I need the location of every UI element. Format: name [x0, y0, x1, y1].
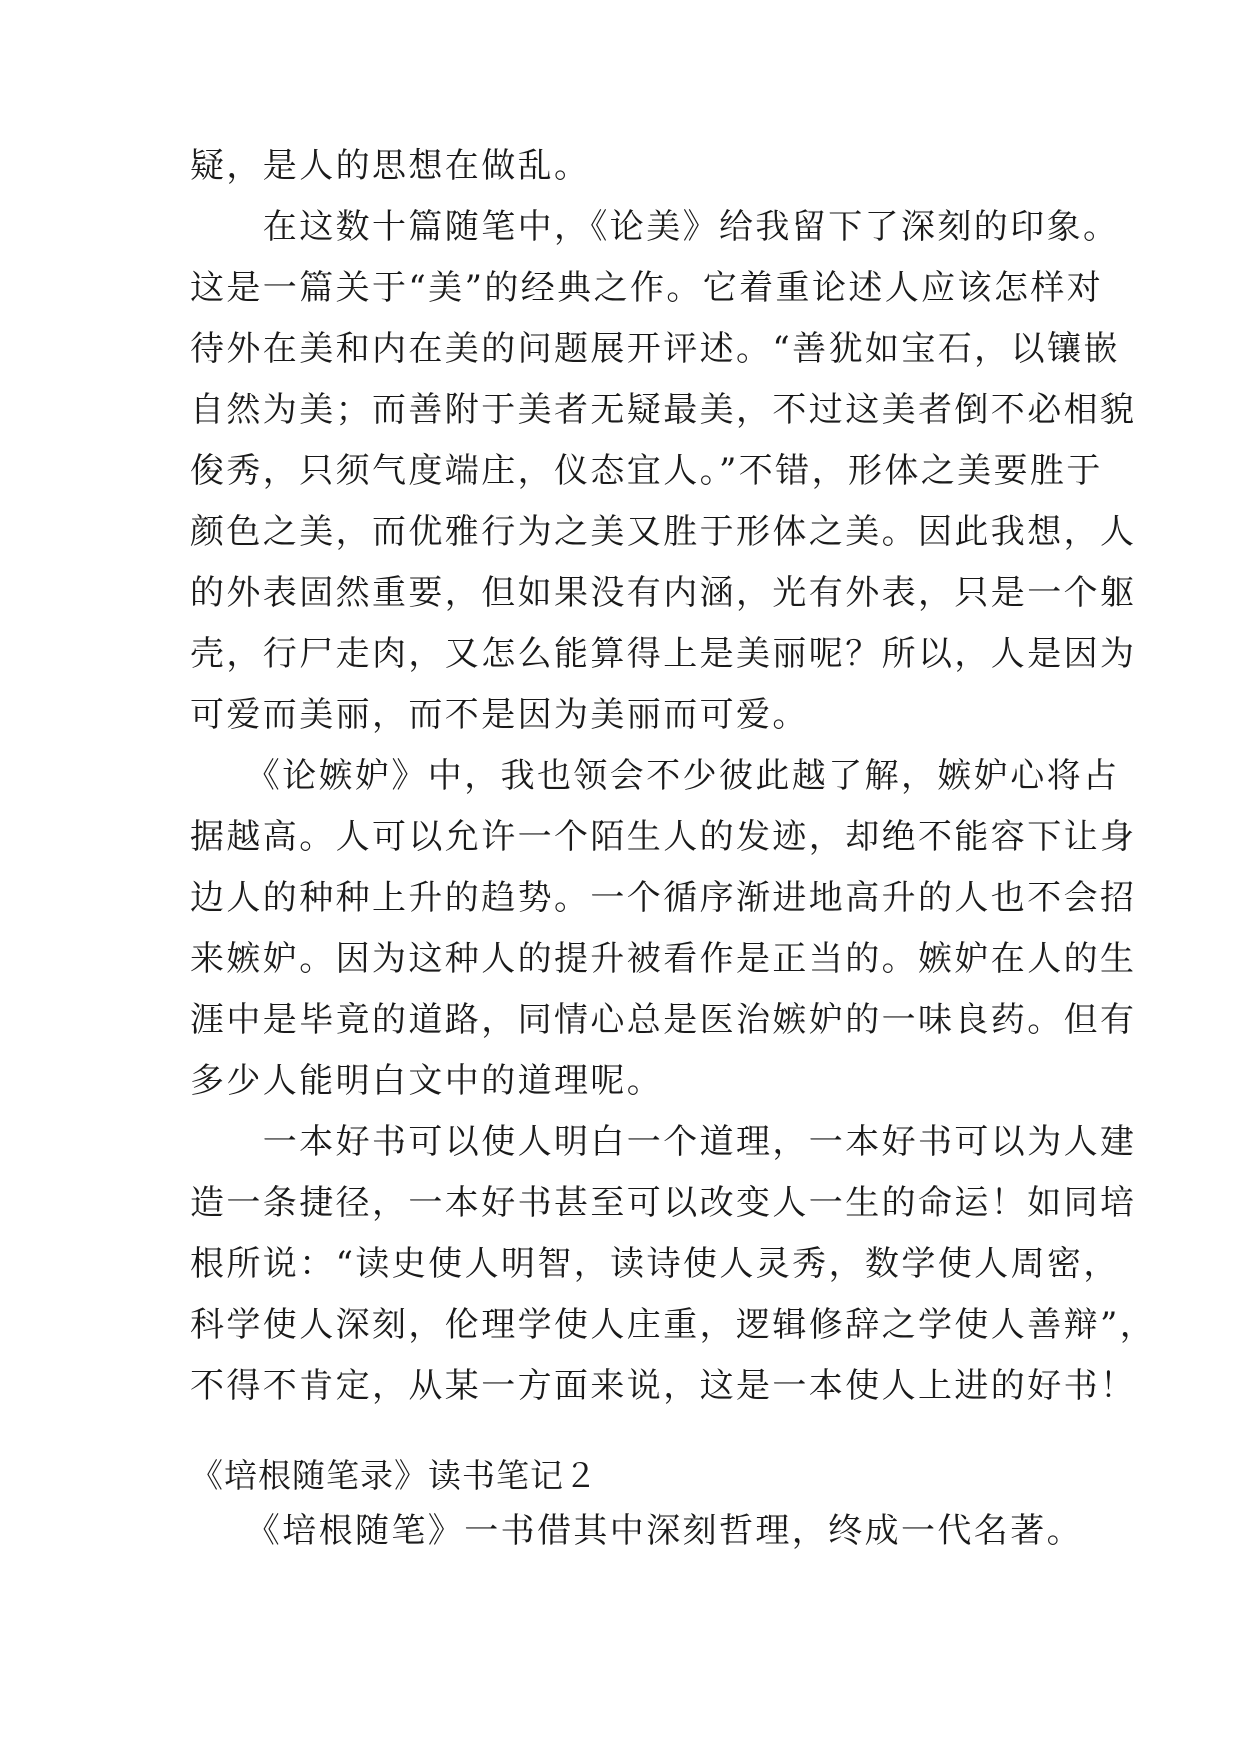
paragraph-line: 一本好书可以使人明白一个道理，一本好书可以为人建	[190, 1122, 1137, 1162]
paragraph-line: 科学使人深刻，伦理学使人庄重，逻辑修辞之学使人善辩”，	[190, 1305, 1157, 1345]
paragraph-line: 颜色之美，而优雅行为之美又胜于形体之美。因此我想，人	[190, 512, 1137, 552]
paragraph-line: 待外在美和内在美的问题展开评述。“善犹如宝石，以镶嵌	[190, 329, 1120, 369]
paragraph-line: 的外表固然重要，但如果没有内涵，光有外表，只是一个躯	[190, 573, 1137, 613]
paragraph-line: 根所说：“读史使人明智，读诗使人灵秀，数学使人周密，	[190, 1244, 1120, 1284]
paragraph-line: 壳，行尸走肉，又怎么能算得上是美丽呢？所以，人是因为	[190, 634, 1137, 674]
paragraph-line: 来嫉妒。因为这种人的提升被看作是正当的。嫉妒在人的生	[190, 939, 1137, 979]
paragraph-line: 可爱而美丽，而不是因为美丽而可爱。	[190, 695, 809, 735]
paragraph-line: 疑，是人的思想在做乱。	[190, 146, 591, 186]
paragraph-line: 《论嫉妒》中，我也领会不少彼此越了解，嫉妒心将占	[190, 756, 1120, 796]
paragraph-line: 多少人能明白文中的道理呢。	[190, 1061, 664, 1101]
paragraph-line: 俊秀，只须气度端庄，仪态宜人。”不错，形体之美要胜于	[190, 451, 1103, 491]
paragraph-line: 造一条捷径，一本好书甚至可以改变人一生的命运！如同培	[190, 1183, 1137, 1223]
paragraph-line: 自然为美；而善附于美者无疑最美，不过这美者倒不必相貌	[190, 390, 1137, 430]
paragraph-line: 《培根随笔》一书借其中深刻哲理，终成一代名著。	[190, 1511, 1083, 1551]
paragraph-line: 涯中是毕竟的道路，同情心总是医治嫉妒的一味良药。但有	[190, 1000, 1137, 1040]
paragraph-line: 这是一篇关于“美”的经典之作。它着重论述人应该怎样对	[190, 268, 1104, 308]
section-heading: 《培根随笔录》读书笔记２	[190, 1456, 598, 1495]
paragraph-line: 据越高。人可以允许一个陌生人的发迹，却绝不能容下让身	[190, 817, 1137, 857]
paragraph-line: 边人的种种上升的趋势。一个循序渐进地高升的人也不会招	[190, 878, 1137, 918]
paragraph-line: 在这数十篇随笔中，《论美》给我留下了深刻的印象。	[190, 207, 1120, 247]
paragraph-line: 不得不肯定，从某一方面来说，这是一本使人上进的好书！	[190, 1366, 1137, 1406]
